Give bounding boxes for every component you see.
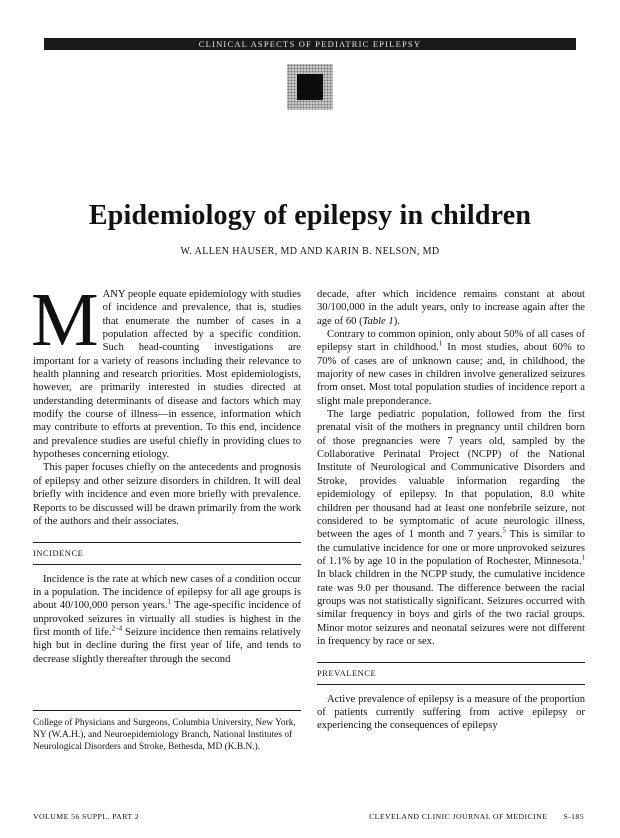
incidence-paragraph-1: Incidence is the rate at which new cases of a condition occur in a population. The incidence of epilepsy for all age groups is about 40/100,000 person years.$^1$ The age-specific incidence of unprovoked seizures in virtually all studies is highest in the first month of life.$^{2-4}$ Seizure incidence then remains relatively high but in decline during the first year of life, and tends to decrease slightly thereafter through the second (33, 573, 301, 665)
journal-emblem-icon (287, 64, 333, 110)
drop-cap: M (31, 278, 99, 362)
section-heading-incidence: INCIDENCE (33, 548, 84, 559)
emblem-core (297, 74, 323, 100)
section-rule (33, 542, 301, 543)
article-title: Epidemiology of epilepsy in children (88, 200, 532, 231)
citation-ref: 2–4 (111, 624, 123, 633)
running-header: CLINICAL ASPECTS OF PEDIATRIC EPILEPSY (44, 38, 576, 50)
incidence-paragraph-2: Contrary to common opinion, only about 50% of all cases of epilepsy start in childhood.$^1$ In most studies, about 60% to 70% of cases are of unknown cause; and, in childhood, the majority of new cases in children involve generalized seizures from onset. Most total population studies of incidence report a slight male preponderance. (317, 329, 586, 407)
page-number: S-185 (563, 812, 584, 821)
citation-ref: 5 (502, 526, 506, 535)
prevalence-paragraph-1: Active prevalence of epilepsy is a measure of the proportion of patients currently suffering from active epilepsy or experiencing the consequences of epilepsy (317, 693, 585, 732)
intro-paragraph-1: MANY people equate epidemiology with studies of incidence and prevalence, that is, studies that enumerate the number of cases in a population affected by a specific condition. Such head-counting investigations are important for a variety of reasons including their relevance to health planning and research priorities. Most epidemiologists, however, are primarily interested in studies directed at understanding determinants of disease and factors which may modify the course of illness—in essence, information which may contribute to efforts at prevention. To this end, incidence and prevalence studies are useful chiefly in providing clues to hypotheses concerning etiology. (31, 278, 301, 461)
incidence-paragraph-3: The large pediatric population, followed from the first prenatal visit of the mothers in pregnancy until children born of those pregnancies were 7 years old, sampled by the Collaborative Perinatal Project (NCPP) of the National Institute of Neurological and Communicative Disorders and Stroke, provides valuable information regarding the epidemiology of epilepsy. In that population, 8.0 white children per thousand had at least one nonfebrile seizure, not considered to be symptomatic of acute neurologic illness, between the ages of 1 month and 7 years.$^5$ This is similar to the cumulative incidence for one or more unprovoked seizures of 1.1% by age 10 in the population of Rochester, Minnesota.$^1$ In black children in the NCPP study, the cumulative incidence rate was 9.0 per thousand. The difference between the racial groups was not statistically significant. Seizures occurred with similar frequency in boys and girls of the two racial groups. Minor motor seizures and neonatal seizures were not different in frequency by race or sex. (317, 409, 585, 647)
affiliation-rule (33, 710, 301, 711)
intro-paragraph-2: This paper focuses chiefly on the antecedents and prognosis of epilepsy and other seizure disorders in children. It will deal briefly with incidence and even more briefly with prevalence. Reports to be discussed will be drawn primarily from the work of the authors and their associates. (33, 462, 301, 527)
citation-ref: 1 (167, 597, 172, 606)
footer-volume: VOLUME 56 SUPPL. PART 2 (33, 812, 139, 821)
left-column (31, 278, 301, 666)
incidence-paragraph-1-continued: decade, after which incidence remains constant at about 30/100,000 in the adult years, only to increase again after the age of 60 (Table 1). (317, 289, 585, 327)
table-reference: Table 1 (362, 315, 394, 327)
footer-journal-name: CLEVELAND CLINIC JOURNAL OF MEDICINE (369, 812, 548, 821)
citation-ref: 1 (438, 339, 443, 348)
section-heading-prevalence: PREVALENCE (317, 668, 377, 679)
right-column (317, 288, 585, 733)
citation-ref: 1 (581, 553, 585, 562)
section-rule (317, 662, 585, 663)
author-affiliation: College of Physicians and Surgeons, Columbia University, New York, NY (W.A.H.), and Neuroepidemiology Branch, National Institutes of Neurological Disorders and Stroke, Bethesda, MD (K.B.N.). (33, 718, 296, 752)
footer-journal (369, 812, 584, 821)
article-authors: W. ALLEN HAUSER, MD AND KARIN B. NELSON, MD (180, 246, 440, 257)
